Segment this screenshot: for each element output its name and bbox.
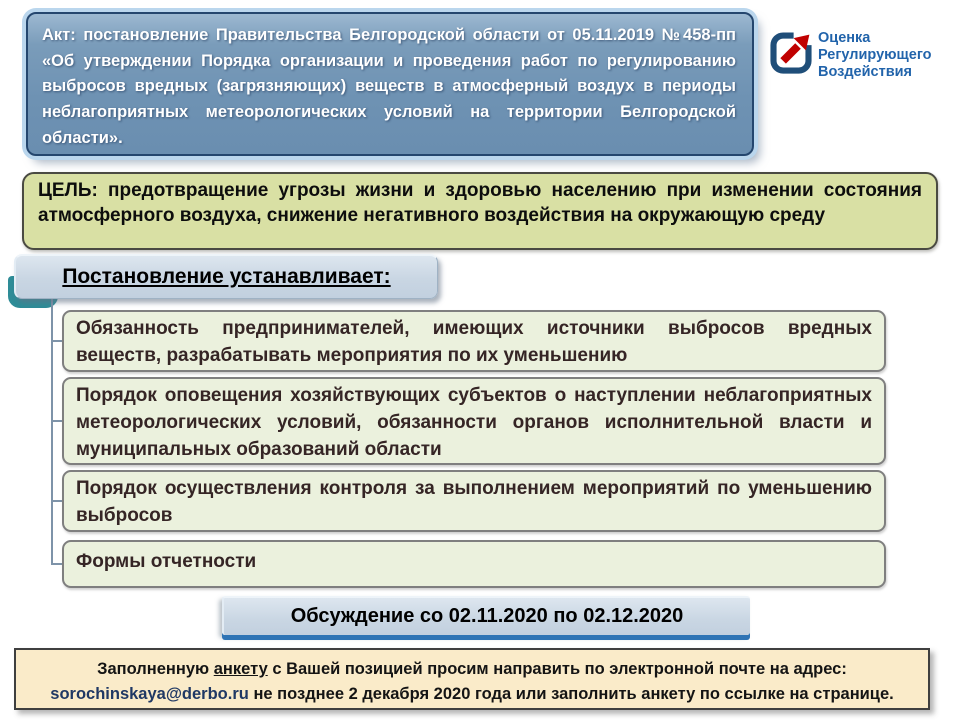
orv-logo-line1: Оценка bbox=[818, 30, 871, 46]
act-header-box bbox=[26, 12, 754, 156]
anketa-link[interactable]: анкету bbox=[213, 660, 268, 678]
act-header-text: Акт: постановление Правительства Белгородской области от 05.11.2019 №458-пп «Об утверждении Порядка организации и проведения работ по регулированию выбросов вредных (загрязняющих) веществ в атмосферный воздух в периоды неблагоприятных метеорологических условий на территории Белгородской области». bbox=[42, 26, 736, 147]
orv-logo-line2: Регулирующего bbox=[818, 46, 932, 63]
list-item-obligations bbox=[62, 310, 886, 372]
orv-logo-line3: Воздействия bbox=[818, 63, 912, 80]
orv-square-arrow-icon bbox=[770, 32, 812, 74]
discussion-period-text: Обсуждение со 02.11.2020 по 02.12.2020 bbox=[290, 605, 684, 627]
list-item-report-forms bbox=[62, 540, 886, 588]
establishes-title-panel bbox=[14, 254, 438, 299]
orv-logo bbox=[770, 30, 952, 80]
email-link[interactable]: sorochinskaya@derbo.ru bbox=[50, 684, 249, 703]
establishes-title: Постановление устанавливает: bbox=[62, 265, 391, 288]
goal-box bbox=[22, 172, 938, 250]
list-item-control-order bbox=[62, 470, 886, 532]
connector-trunk bbox=[51, 299, 53, 565]
footer-text-part1: Заполненную bbox=[97, 660, 214, 678]
orv-logo-text bbox=[818, 30, 932, 80]
footer-note-box bbox=[14, 648, 930, 710]
list-item-text: Формы отчетности bbox=[76, 551, 257, 572]
goal-text: ЦЕЛЬ: предотвращение угрозы жизни и здоровью населению при изменении состояния атмосферного воздуха, снижение негативного воздействия на окружающую среду bbox=[38, 180, 922, 227]
list-item-text: Порядок оповещения хозяйствующих субъектов о наступлении неблагоприятных метеорологических условий, обязанности органов исполнительной власти и муниципальных образований области bbox=[76, 385, 872, 460]
discussion-period-panel bbox=[222, 596, 750, 635]
list-item-notification-order bbox=[62, 377, 886, 465]
list-item-text: Обязанность предпринимателей, имеющих источники выбросов вредных веществ, разрабатывать мероприятия по их уменьшению bbox=[76, 318, 872, 366]
footer-line-1 bbox=[16, 657, 928, 682]
footer-text-part3: не позднее 2 декабря 2020 года или заполнить анкету по ссылке на странице. bbox=[248, 684, 894, 703]
list-item-text: Порядок осуществления контроля за выполнением мероприятий по уменьшению выбросов bbox=[76, 478, 872, 526]
footer-line-2 bbox=[16, 682, 928, 707]
footer-text-part2: с Вашей позицией просим направить по электронной почте на адрес: bbox=[267, 660, 847, 678]
